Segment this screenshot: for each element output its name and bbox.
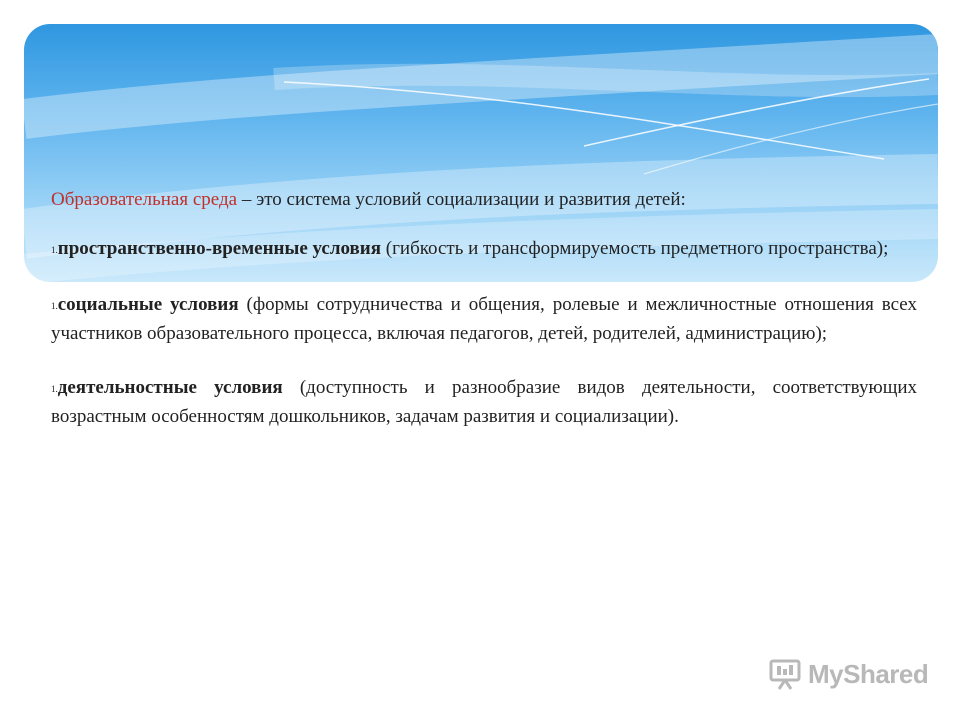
definition-rest: – это система условий социализации и развития детей: [237, 189, 686, 210]
item-number: 1. [51, 301, 58, 311]
myshared-watermark [768, 656, 928, 692]
item-description: (доступность и разнообразие видов деятельности, соответствующих возрастным особенностям дошкольников, задачам развития и социализации). [51, 377, 917, 427]
condition-item-social [51, 291, 917, 347]
item-name: пространственно-временные условия [57, 238, 382, 259]
item-number: 1. [51, 245, 58, 255]
definition-term: Образовательная среда [51, 189, 238, 210]
item-name: деятельностные условия [57, 377, 283, 398]
condition-item-spatial [51, 235, 917, 264]
slide-content [51, 186, 917, 457]
definition-line [51, 186, 917, 213]
item-name: социальные условия [57, 294, 239, 315]
condition-item-activity [51, 374, 917, 430]
item-number: 1. [51, 384, 58, 394]
item-description: (формы сотрудничества и общения, ролевые и межличностные отношения всех участников образовательного процесса, включая педагогов, детей, родителей, администрацию); [51, 294, 917, 344]
watermark-brand: MyShared [808, 658, 929, 689]
item-description: (гибкость и трансформируемость предметного пространства); [381, 238, 889, 259]
presentation-board-icon [768, 657, 802, 691]
